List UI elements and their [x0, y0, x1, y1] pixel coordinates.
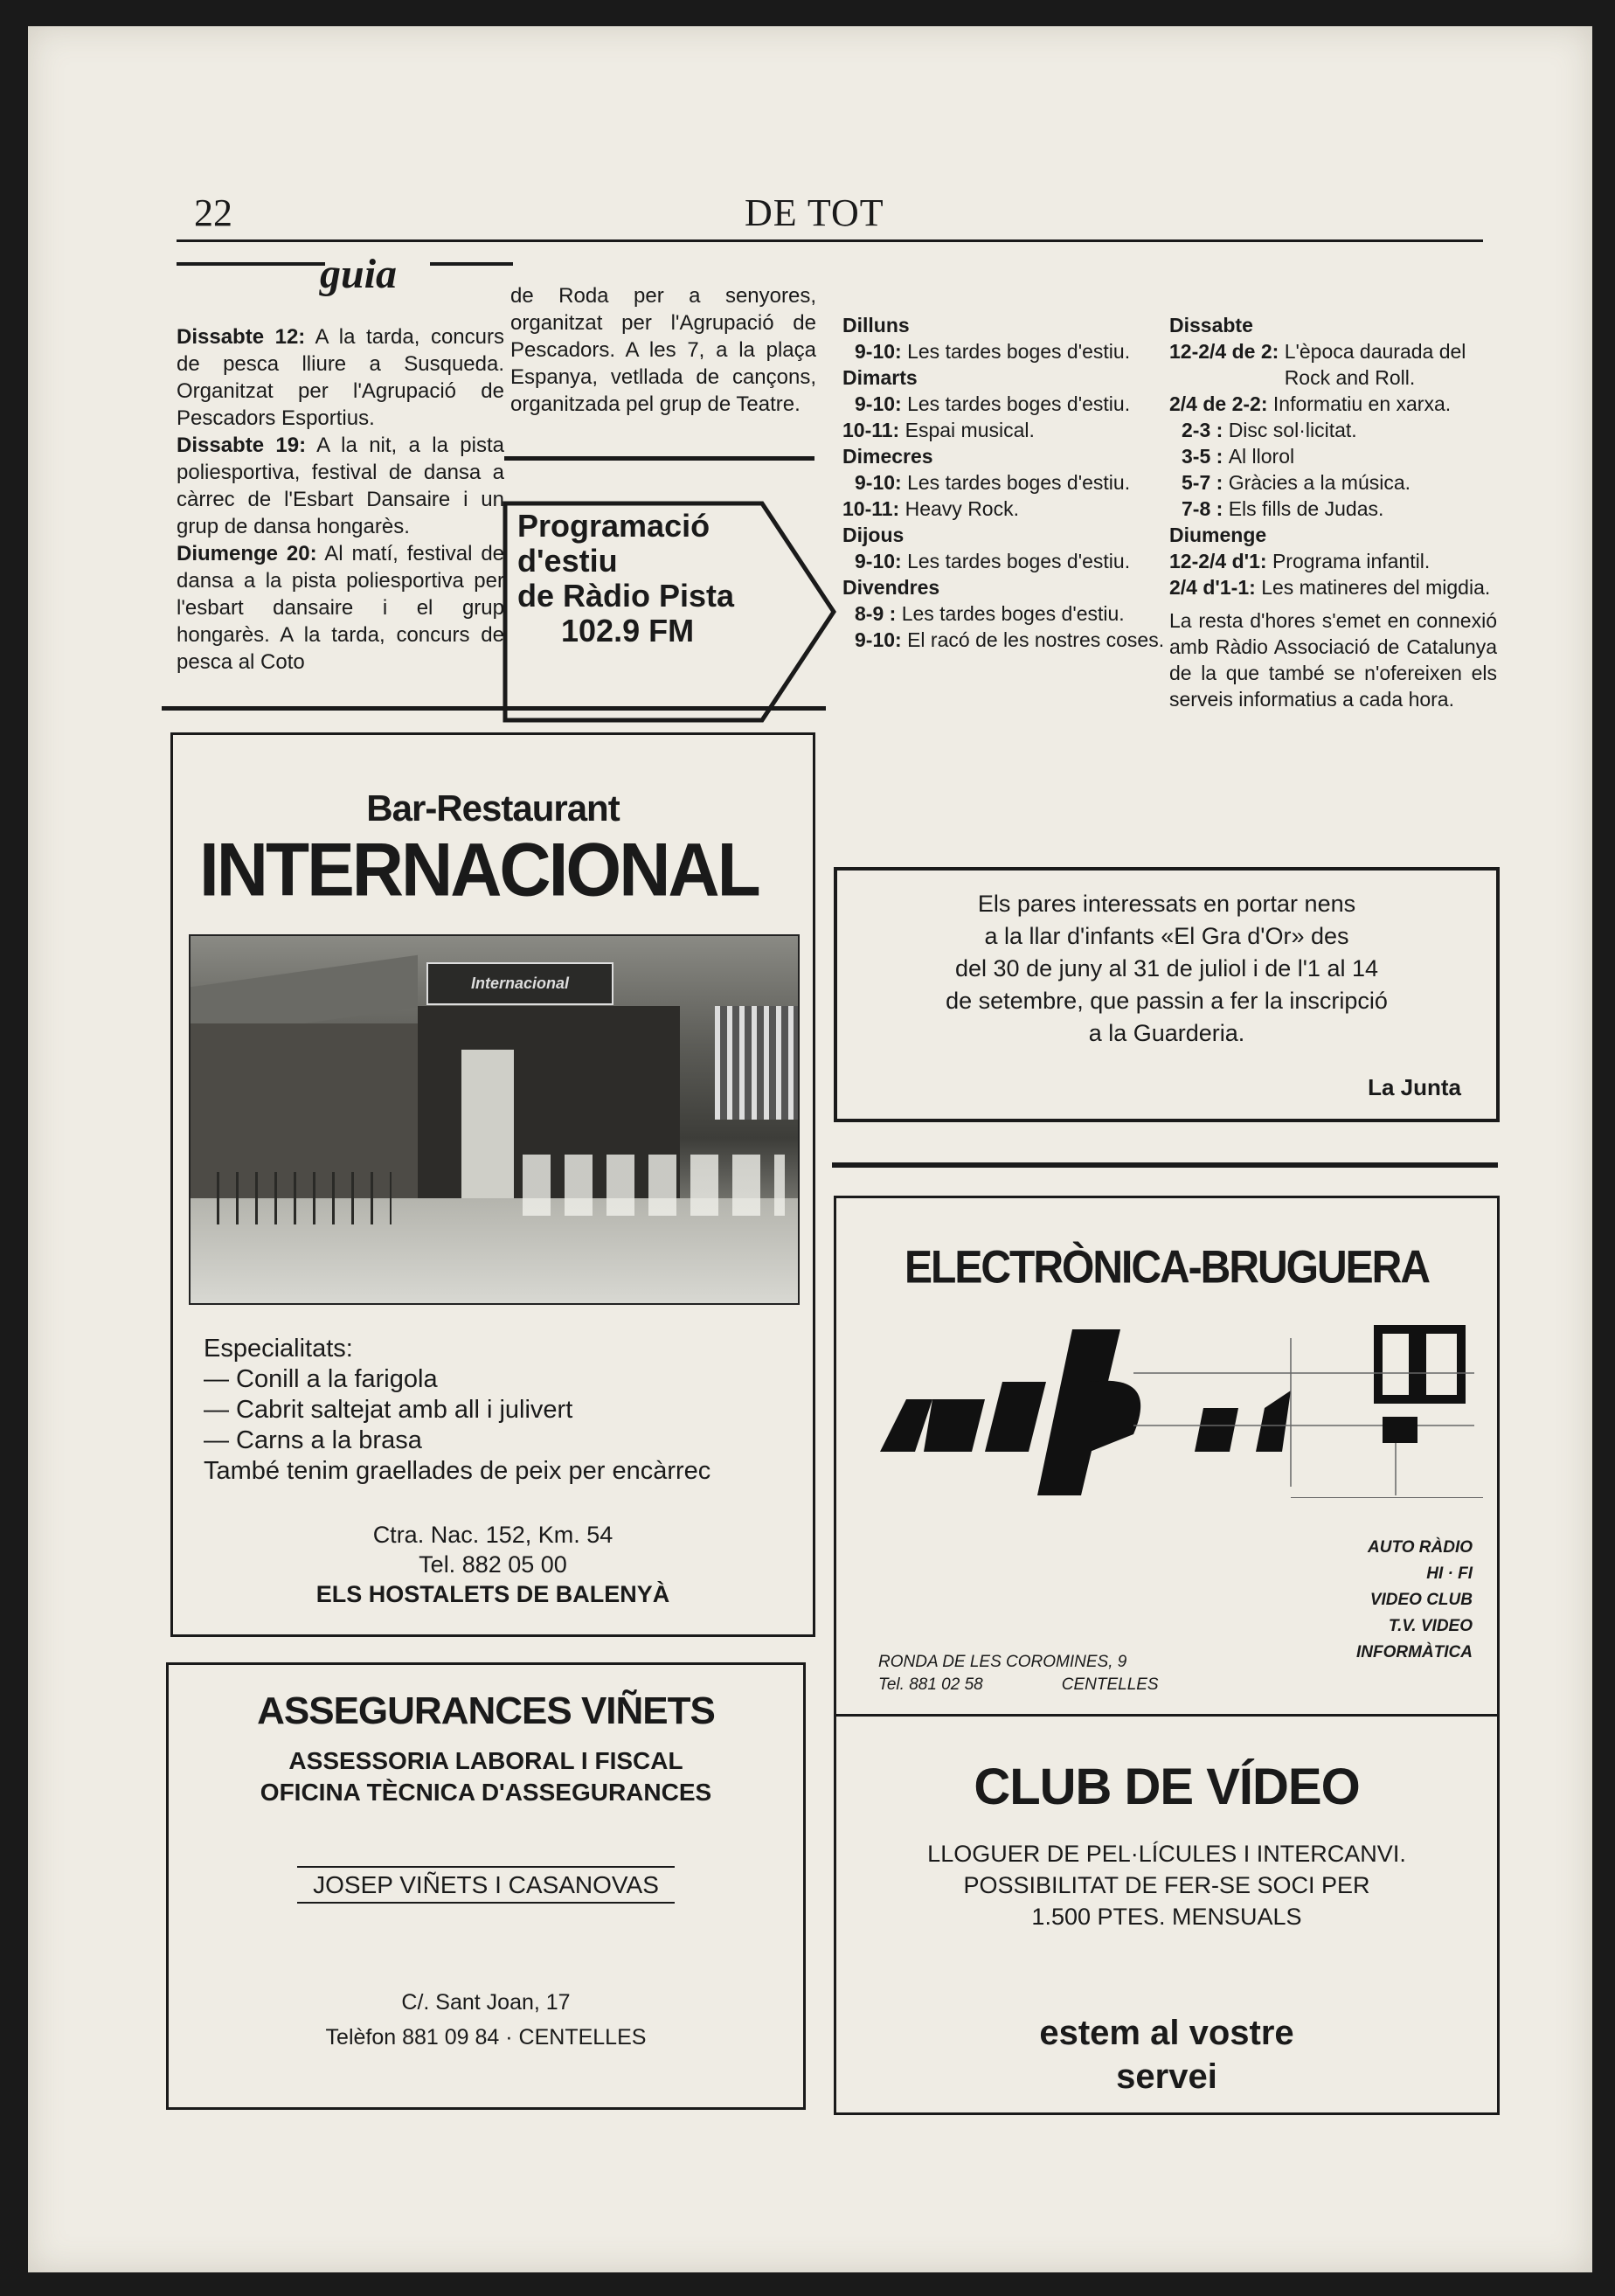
guarderia-signature: La Junta: [1368, 1074, 1461, 1100]
page-number: 22: [194, 191, 232, 234]
guia-heading: guia: [320, 251, 398, 297]
assegurances-name: ASSEGURANCES VIÑETS: [257, 1689, 715, 1732]
radio-title: Programació d'estiu de Ràdio Pista 102.9 FM: [517, 508, 735, 649]
newspaper-page: [28, 26, 1592, 2272]
guia-column: [177, 323, 504, 676]
restaurant-photo: [189, 934, 800, 1305]
radio-schedule-weekdays: [842, 312, 1175, 653]
assegurances-contact: C/. Sant Joan, 17 Telèfon 881 09 84 · CENTELLES: [325, 1990, 647, 2050]
club-slogan: estem al vostre servei: [1039, 2014, 1294, 2096]
club-title: CLUB DE VÍDEO: [974, 1758, 1360, 1815]
assegurances-services: ASSESSORIA LABORAL I FISCAL OFICINA TÈCNICA D'ASSEGURANCES: [260, 1747, 712, 1806]
restaurant-ad: [170, 732, 815, 1637]
restaurant-specialties: Especialitats: — Conill a la farigola — Cabrit saltejat amb all i julivert — Carns a la brasa També tenim graellades de peix per encàrrec: [204, 1335, 711, 1485]
restaurant-contact: Ctra. Nac. 152, Km. 54 Tel. 882 05 00 ELS HOSTALETS DE BALENYÀ: [315, 1522, 670, 1607]
electronica-ad: [834, 1196, 1500, 2115]
guia-paragraph: Dissabte 19: A la nit, a la pista poliesportiva, festival de dansa a càrrec de l'Esbart Dansaire i un grup de dansa hongarès.: [177, 434, 504, 538]
ads-top-rule: [832, 1162, 1498, 1168]
guia-rule-left: [177, 262, 325, 266]
schedule-day-divendres: Divendres 8-9 : Les tardes boges d'estiu. 9-10: El racó de les nostres coses.: [842, 576, 1165, 651]
assegurances-owner: JOSEP VIÑETS I CASANOVAS: [169, 1871, 803, 1899]
electronica-services: AUTO RÀDIO HI · FI VIDEO CLUB T.V. VIDEO INFORMÀTICA: [1356, 1538, 1473, 1661]
guia-paragraph: Diumenge 20: Al matí, festival de dansa a la pista poliesportiva per l'esbart dansaire i el grup hongarès. A la tarda, concurs de pesca al Coto: [177, 542, 505, 674]
restaurant-subtitle: Bar-Restaurant: [366, 787, 620, 829]
restaurant-sign: Internacional: [426, 962, 613, 1005]
continuation-rule: [504, 456, 814, 461]
radio-schedule-weekend: [1169, 312, 1497, 712]
schedule-day-dissabte: Dissabte 12-2/4 de 2: L'època daurada del Rock and Roll. 2/4 de 2-2: Informatiu en xarxa. 2-3 : Disc sol·licitat. 3-5 : Al llorol 5-7 : Gràcies a la música. 7-8 : Els fills de Judas.: [1169, 314, 1466, 520]
header-rule: [177, 239, 1483, 242]
restaurant-name: INTERNACIONAL: [199, 828, 759, 912]
schedule-day-diumenge: Diumenge 12-2/4 d'1: Programa infantil. 2/4 d'1-1: Les matineres del migdia.: [1169, 524, 1491, 599]
page-title: DE TOT: [745, 191, 884, 234]
electronica-logo: [871, 1321, 1474, 1495]
schedule-day-dimecres: Dimecres 9-10: Les tardes boges d'estiu. 10-11: Heavy Rock.: [842, 445, 1131, 520]
club-description: LLOGUER DE PEL·LÍCULES I INTERCANVI. POSSIBILITAT DE FER-SE SOCI PER 1.500 PTES. MENSUALS: [927, 1841, 1406, 1930]
guia-rule-right: [430, 262, 513, 266]
schedule-day-dilluns: Dilluns 9-10: Les tardes boges d'estiu.: [842, 314, 1131, 363]
radio-note: La resta d'hores s'emet en connexió amb Ràdio Associació de Catalunya de la que també se n'ofereixen els serveis informatius a cada hora.: [1169, 609, 1497, 711]
guia-paragraph: Dissabte 12: A la tarda, concurs de pesca lliure a Susqueda. Organitzat per l'Agrupació de Pescadors Esportius.: [177, 325, 504, 430]
guia-continuation: de Roda per a senyores, organitzat per l'Agrupació de Pescadors. A les 7, a la plaça Espanya, vetllada de cançons, organitzada pel grup de Teatre.: [510, 284, 816, 416]
assegurances-ad: [166, 1662, 806, 2110]
guia-bottom-rule: [162, 706, 826, 711]
electronica-name: ELECTRÒNICA-BRUGUERA: [905, 1242, 1429, 1294]
schedule-day-dijous: Dijous 9-10: Les tardes boges d'estiu.: [842, 524, 1131, 572]
electronica-address: RONDA DE LES COROMINES, 9 Tel. 881 02 58 CENTELLES: [878, 1653, 1159, 1694]
schedule-day-dimarts: Dimarts 9-10: Les tardes boges d'estiu. 10-11: Espai musical.: [842, 366, 1131, 441]
guarderia-notice: Els pares interessats en portar nens a la llar d'infants «El Gra d'Or» des del 30 de juny al 31 de juliol i de l'1 al 14 de setembre, que passin a fer la inscripció a la Guarderia. La Junta: [834, 867, 1500, 1122]
